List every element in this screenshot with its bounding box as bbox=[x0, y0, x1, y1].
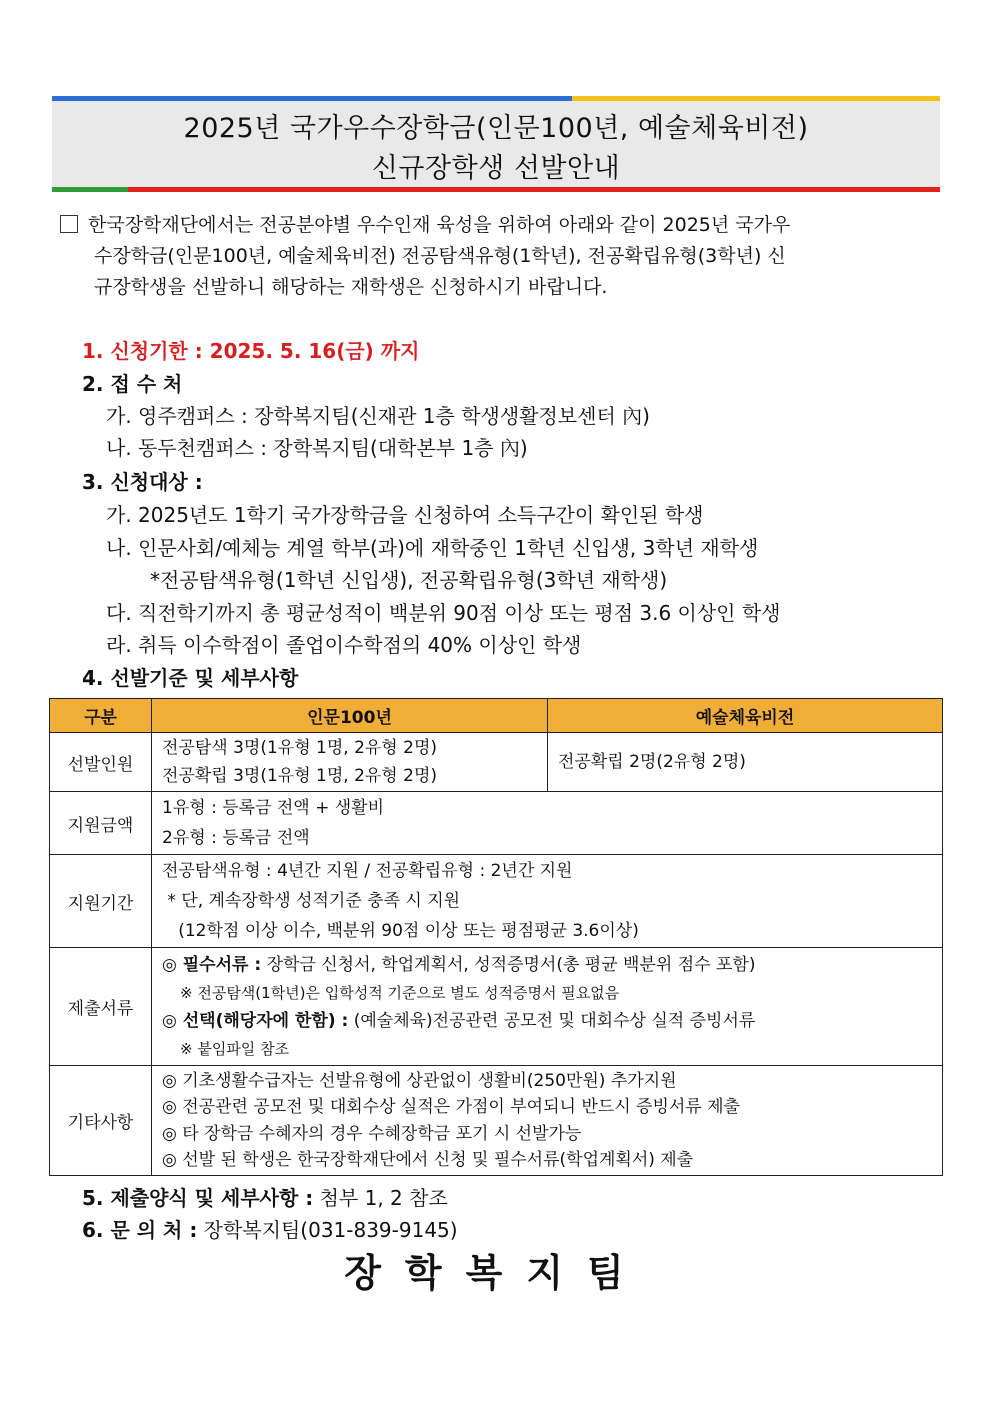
intro-line-2: 수장학금(인문100년, 예술체육비전) 전공탐색유형(1학년), 전공확립유형(3학년) 신 bbox=[94, 245, 786, 267]
section-contact: 6. 문 의 처 : 장학복지팀(031-839-9145) bbox=[82, 1218, 458, 1242]
reception-yeongju: 가. 영주캠퍼스 : 장학복지팀(신재관 1층 학생생활정보센터 內) bbox=[106, 404, 650, 428]
eligibility-c: 다. 직전학기까지 총 평균성적이 백분위 90점 이상 또는 평점 3.6 이상인 학생 bbox=[106, 601, 781, 625]
section-deadline: 1. 신청기한 : 2025. 5. 16(금) 까지 bbox=[82, 339, 420, 363]
section-eligibility: 3. 신청대상 : bbox=[82, 470, 203, 494]
section-criteria: 4. 선발기준 및 세부사항 bbox=[82, 666, 299, 690]
row-label-period: 지원기간 bbox=[50, 855, 152, 948]
intro-paragraph bbox=[60, 210, 944, 303]
eligibility-b-note: *전공탐색유형(1학년 신입생), 전공확립유형(3학년 재학생) bbox=[150, 568, 668, 592]
reception-dongducheon: 나. 동두천캠퍼스 : 장학복지팀(대학본부 1층 內) bbox=[106, 436, 528, 460]
title-top-bar bbox=[52, 96, 940, 101]
table-row bbox=[50, 792, 943, 855]
header-arts-sports: 예술체육비전 bbox=[548, 699, 943, 733]
eligibility-a: 가. 2025년도 1학기 국가장학금을 신청하여 소득구간이 확인된 학생 bbox=[106, 503, 704, 527]
issuer-signature: 장학복지팀 bbox=[344, 1251, 648, 1295]
section-reception: 2. 접 수 처 bbox=[82, 372, 183, 396]
row-label-etc: 기타사항 bbox=[50, 1066, 152, 1176]
title-bottom-bar bbox=[52, 187, 940, 192]
table-row bbox=[50, 948, 943, 1066]
title-box bbox=[52, 96, 940, 192]
row-label-amount: 지원금액 bbox=[50, 792, 152, 855]
page-subtitle: 신규장학생 선발안내 bbox=[371, 153, 621, 184]
etc-detail: ◎ 기초생활수급자는 선발유형에 상관없이 생활비(250만원) 추가지원 ◎ 전공관련 공모전 및 대회수상 실적은 가점이 부여되니 반드시 증빙서류 제출 ◎ 타 장학금 수혜자의 경우 수혜장학금 포기 시 선발가능 ◎ 선발 된 학생은 한국장학재단에서 신청 및 필수서류(학업계획서) 제출 bbox=[152, 1066, 943, 1176]
header-category: 구분 bbox=[50, 699, 152, 733]
quota-humanities: 전공탐색 3명(1유형 1명, 2유형 2명) 전공확립 3명(1유형 1명, 2유형 2명) bbox=[152, 733, 548, 792]
intro-line-1: 한국장학재단에서는 전공분야별 우수인재 육성을 위하여 아래와 같이 2025년 국가우 bbox=[88, 214, 791, 236]
table-row bbox=[50, 733, 943, 792]
table-row bbox=[50, 855, 943, 948]
eligibility-b: 나. 인문사회/예체능 계열 학부(과)에 재학중인 1학년 신입생, 3학년 재학생 bbox=[106, 536, 759, 560]
eligibility-d: 라. 취득 이수학점이 졸업이수학점의 40% 이상인 학생 bbox=[106, 633, 582, 657]
quota-arts: 전공확립 2명(2유형 2명) bbox=[548, 733, 943, 792]
header-humanities: 인문100년 bbox=[152, 699, 548, 733]
criteria-table bbox=[49, 698, 943, 1176]
documents-detail: ◎ 필수서류 : 장학금 신청서, 학업계획서, 성적증명서(총 평균 백분위 점수 포함) ※ 전공탐색(1학년)은 입학성적 기준으로 별도 성적증명서 필요없음 ◎ 선택(해당자에 한함) : (예술체육)전공관련 공모전 및 대회수상 실적 증빙서류 ※ 붙임파일 참조 bbox=[152, 948, 943, 1066]
amount-detail: 1유형 : 등록금 전액 + 생활비 2유형 : 등록금 전액 bbox=[152, 792, 943, 855]
section-forms: 5. 제출양식 및 세부사항 : 첨부 1, 2 참조 bbox=[82, 1186, 448, 1210]
intro-line-3: 규장학생을 선발하니 해당하는 재학생은 신청하시기 바랍니다. bbox=[94, 276, 608, 298]
table-row bbox=[50, 1066, 943, 1176]
row-label-quota: 선발인원 bbox=[50, 733, 152, 792]
row-label-documents: 제출서류 bbox=[50, 948, 152, 1066]
period-detail: 전공탐색유형 : 4년간 지원 / 전공확립유형 : 2년간 지원 * 단, 계속장학생 성적기준 충족 시 지원 (12학점 이상 이수, 백분위 90점 이상 또는 평점평균 3.6이상) bbox=[152, 855, 943, 948]
checkbox-square-icon bbox=[60, 215, 78, 233]
table-header-row bbox=[50, 699, 943, 733]
page-title: 2025년 국가우수장학금(인문100년, 예술체육비전) bbox=[183, 113, 809, 144]
